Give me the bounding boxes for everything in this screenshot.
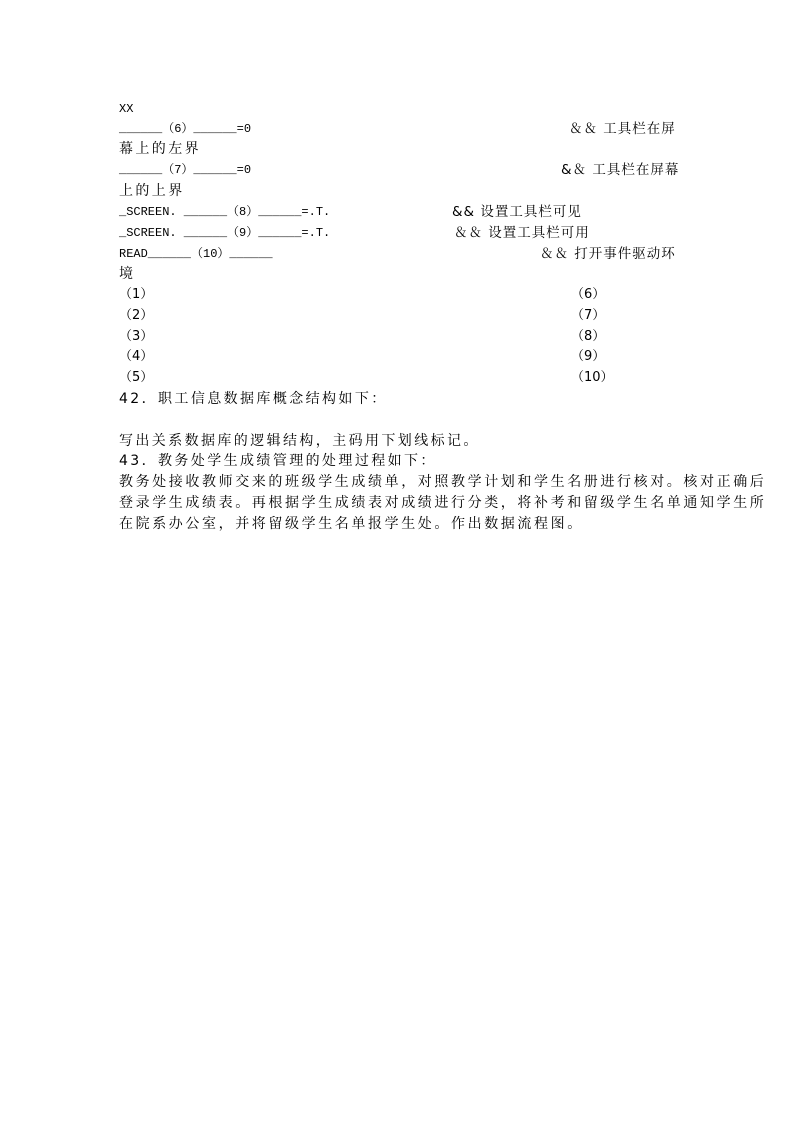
question-body-line: 教务处接收教师交来的班级学生成绩单，对照教学计划和学生名册进行核对。核对正确后	[119, 474, 767, 490]
question-title: 43．教务处学生成绩管理的处理过程如下：	[119, 453, 437, 469]
answer-label: （4）	[119, 349, 154, 364]
code-comment: &＆ 工具栏在屏幕	[561, 162, 680, 178]
code-line: _SCREEN. ______（8）______=.T.	[119, 205, 331, 219]
answer-label: （3）	[119, 329, 154, 344]
code-comment: ＆＆ 打开事件驱动环	[540, 246, 676, 262]
code-line: 幕上的左界	[119, 141, 201, 157]
answer-label: （5）	[119, 370, 154, 385]
answer-label: （6）	[571, 287, 606, 302]
code-comment: ＆＆ 工具栏在屏	[569, 121, 676, 137]
answer-label: （10）	[571, 370, 614, 385]
question-instruction: 写出关系数据库的逻辑结构，主码用下划线标记。	[119, 433, 480, 449]
code-line: 境	[119, 266, 136, 282]
code-comment: ＆＆ 设置工具栏可用	[454, 225, 590, 241]
code-line: READ______（10）______	[119, 247, 273, 261]
answer-label: （8）	[571, 329, 606, 344]
answer-label: （7）	[571, 308, 606, 323]
code-line: ______（6）______=0	[119, 122, 252, 136]
code-line: XX	[119, 102, 134, 116]
code-comment: && 设置工具栏可见	[452, 204, 582, 220]
question-title: 42．职工信息数据库概念结构如下：	[119, 391, 388, 407]
answer-label: （1）	[119, 287, 154, 302]
code-line: 上的上界	[119, 183, 185, 199]
code-line: _SCREEN. ______（9）______=.T.	[119, 226, 331, 240]
question-body-line: 登录学生成绩表。再根据学生成绩表对成绩进行分类，将补考和留级学生名单通知学生所	[119, 495, 767, 511]
answer-label: （2）	[119, 308, 154, 323]
answer-label: （9）	[571, 349, 606, 364]
question-body-line: 在院系办公室，并将留级学生名单报学生处。作出数据流程图。	[119, 516, 584, 532]
code-line: ______（7）______=0	[119, 163, 252, 177]
